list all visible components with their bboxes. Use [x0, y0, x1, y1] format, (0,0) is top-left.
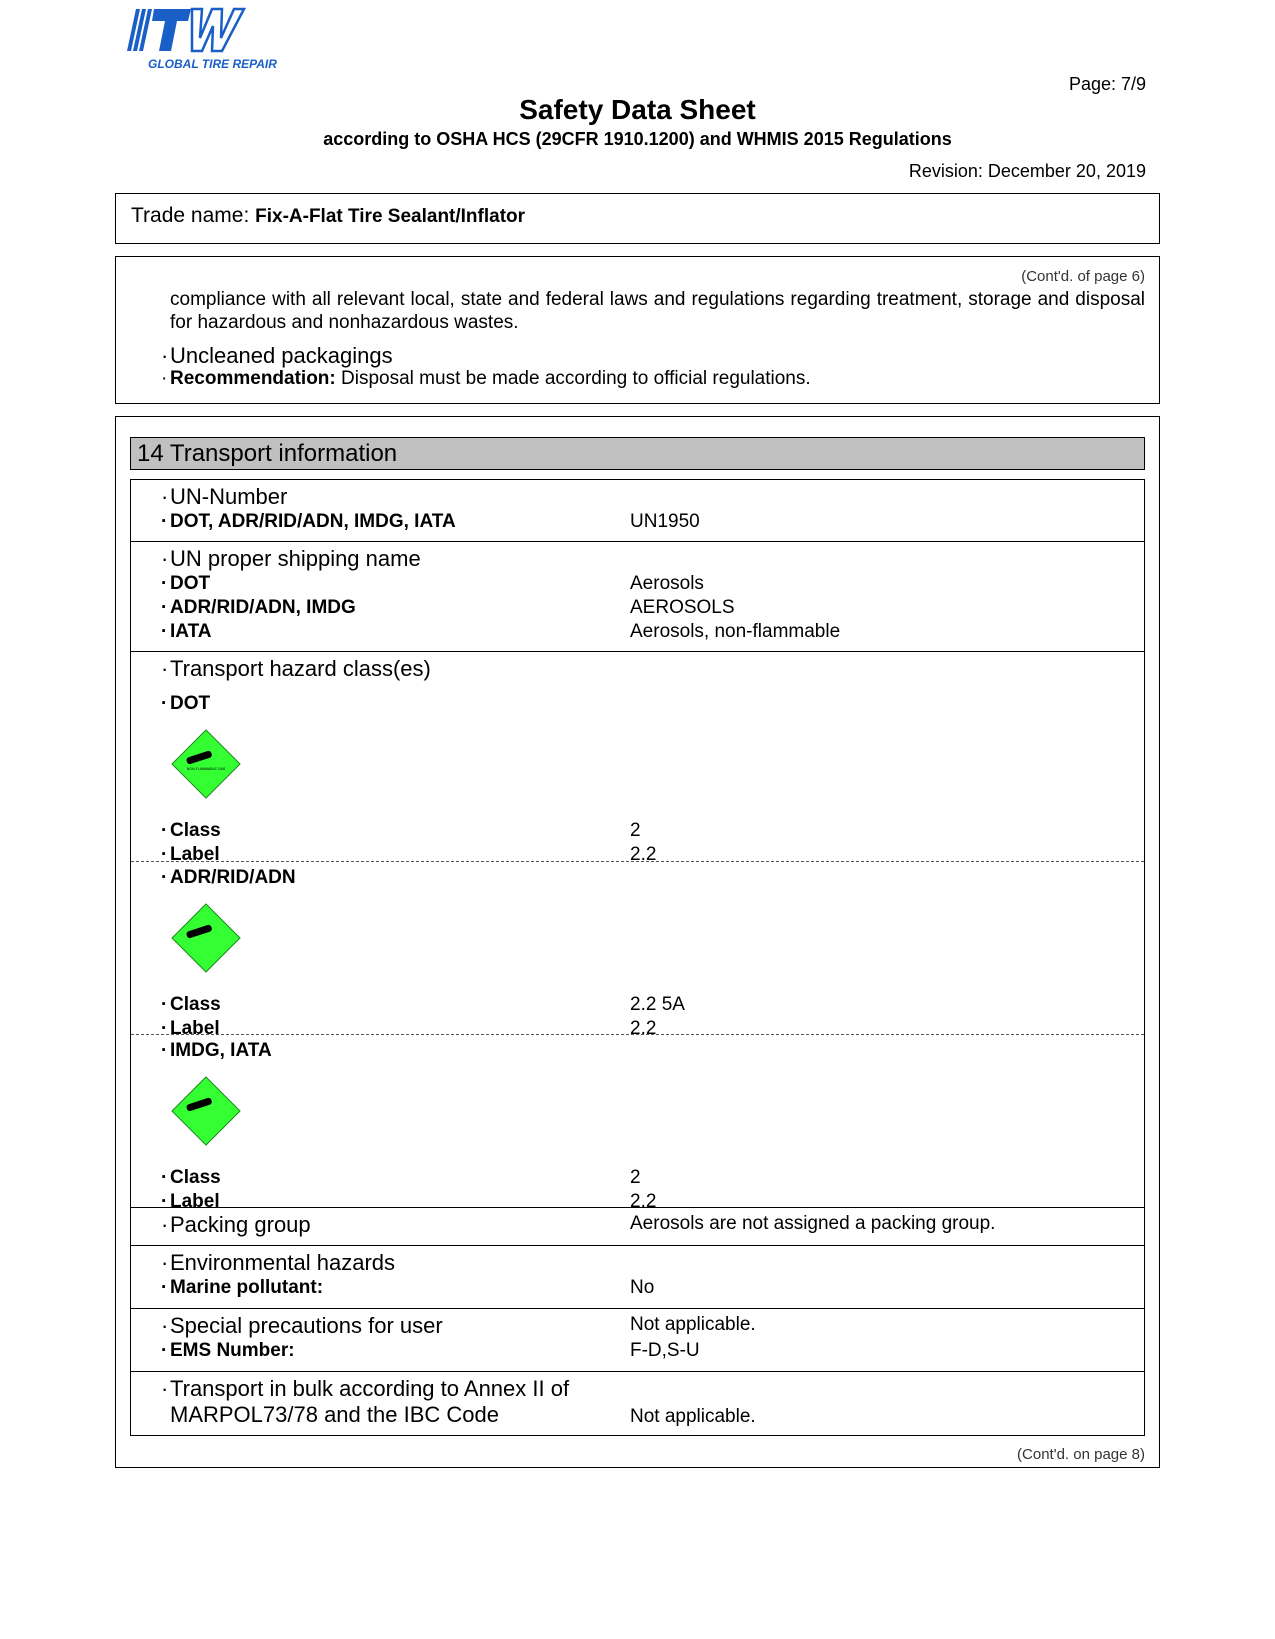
- label-label: · Label: [170, 1190, 630, 1214]
- row-label: · IATA: [170, 620, 630, 644]
- row-value: AEROSOLS: [630, 597, 735, 618]
- itw-logo: [126, 6, 286, 76]
- transport-table: [130, 479, 1145, 1436]
- row-label: · DOT, ADR/RID/ADN, IMDG, IATA: [170, 510, 630, 534]
- class-value: 2: [630, 1167, 641, 1188]
- section-14: [115, 416, 1160, 1468]
- label-label: · Label: [170, 1017, 630, 1041]
- class-label: · Class: [170, 1166, 630, 1190]
- non-flammable-gas-pictogram-icon: [170, 728, 242, 800]
- pictogram-text: NON-FLAMMABLE GAS: [186, 767, 226, 771]
- section-heading: 14 Transport information: [130, 437, 1145, 470]
- row-value: Aerosols: [630, 573, 704, 594]
- packing-group-row: [131, 1208, 1144, 1246]
- group-name: · DOT: [170, 692, 1144, 716]
- non-flammable-gas-pictogram-icon: [170, 902, 242, 974]
- trade-name-value: Fix-A-Flat Tire Sealant/Inflator: [255, 206, 526, 227]
- bulk-transport-row: [131, 1372, 1144, 1435]
- un-number-row: [131, 480, 1144, 542]
- document-subtitle: according to OSHA HCS (29CFR 1910.1200) and WHMIS 2015 Regulations: [323, 129, 952, 149]
- group-name: · IMDG, IATA: [170, 1039, 1144, 1063]
- packing-heading: · Packing group: [170, 1212, 630, 1238]
- row-value: Aerosols are not assigned a packing group.: [630, 1213, 996, 1234]
- row-label: · DOT: [170, 572, 630, 596]
- bulk-heading-cont: MARPOL73/78 and the IBC Code: [170, 1402, 499, 1427]
- row-label: · ADR/RID/ADN, IMDG: [170, 596, 630, 620]
- group-name: · ADR/RID/ADN: [170, 866, 1144, 890]
- row-value: Not applicable.: [630, 1406, 756, 1427]
- document-title: Safety Data Sheet: [519, 94, 756, 125]
- label-value: 2.2: [630, 1191, 657, 1212]
- hazard-dot-row: [131, 652, 1144, 865]
- class-value: 2.2 5A: [630, 994, 685, 1015]
- row-value: Not applicable.: [630, 1314, 756, 1335]
- hazard-adr-row: [131, 862, 1144, 1039]
- shipping-name-heading: · UN proper shipping name: [170, 546, 1144, 572]
- label-value: 2.2: [630, 844, 657, 865]
- continued-from: (Cont'd. of page 6): [1021, 268, 1145, 285]
- class-label: · Class: [170, 819, 630, 843]
- label-value: 2.2: [630, 1018, 657, 1039]
- page-number: Page: 7/9: [1068, 74, 1146, 94]
- shipping-name-row: [131, 542, 1144, 652]
- continued-on: (Cont'd. on page 8): [1017, 1446, 1145, 1463]
- row-value: UN1950: [630, 511, 700, 532]
- uncleaned-packagings-heading: · Uncleaned packagings: [170, 344, 1145, 367]
- environmental-row: [131, 1246, 1144, 1309]
- special-precautions-row: [131, 1309, 1144, 1372]
- row-value: Aerosols, non-flammable: [630, 621, 841, 642]
- row-label: · Marine pollutant:: [170, 1276, 630, 1300]
- recommendation-value: Disposal must be made according to official regulations.: [341, 368, 811, 389]
- recommendation: [170, 367, 1145, 390]
- row-value: F-D,S-U: [630, 1340, 700, 1361]
- row-value: No: [630, 1277, 655, 1298]
- class-value: 2: [630, 820, 641, 841]
- un-number-heading: · UN-Number: [170, 484, 1144, 510]
- disposal-text: compliance with all relevant local, state and federal laws and regulations regarding treatment, storage and disposal for hazardous and nonhazardous wastes.: [170, 289, 1145, 333]
- hazard-imdg-row: [131, 1035, 1144, 1212]
- trade-name-label: Trade name:: [131, 204, 250, 227]
- trade-name-box: [115, 193, 1160, 244]
- env-heading: · Environmental hazards: [170, 1250, 1144, 1276]
- revision-date: Revision: December 20, 2019: [908, 161, 1146, 181]
- svg-text:GLOBAL TIRE REPAIR: GLOBAL TIRE REPAIR: [148, 57, 277, 71]
- previous-section-continuation: [115, 256, 1160, 404]
- recommendation-label: Recommendation:: [170, 368, 336, 389]
- non-flammable-gas-pictogram-icon: [170, 1075, 242, 1147]
- special-heading: · Special precautions for user: [170, 1313, 630, 1339]
- bulk-heading: · Transport in bulk according to Annex II of: [170, 1376, 1144, 1402]
- label-label: · Label: [170, 843, 630, 867]
- hazard-heading: · Transport hazard class(es): [170, 656, 1144, 682]
- row-label: · EMS Number:: [170, 1339, 630, 1363]
- class-label: · Class: [170, 993, 630, 1017]
